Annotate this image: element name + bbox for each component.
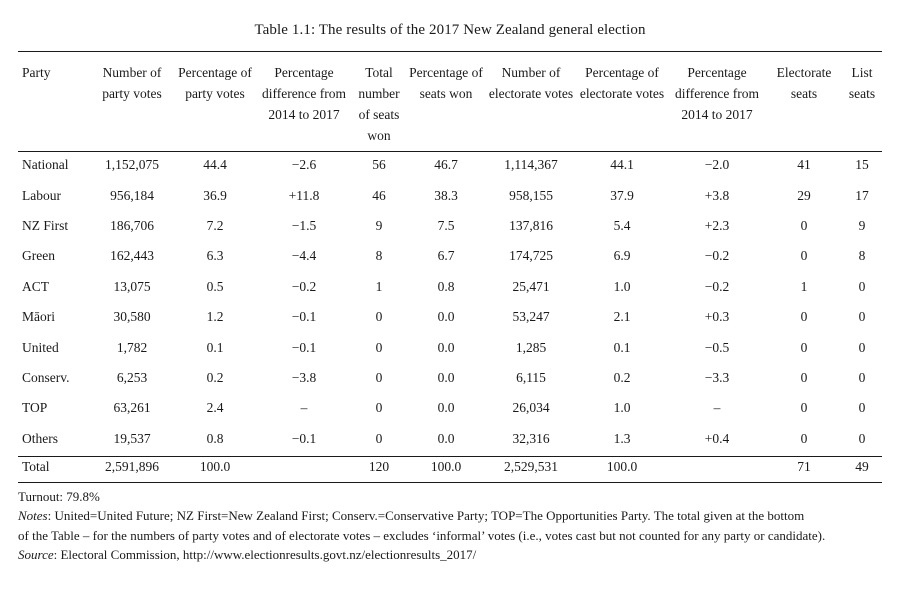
cell-pct-electorate-votes: 5.4 [613,217,631,233]
cell-pct-electorate-votes: 44.1 [610,157,634,173]
cell-electorate-seats: 0 [800,217,808,233]
cell-pct-diff-electorate: – [713,400,721,416]
table-bottom-rule [18,482,882,483]
cell-list-seats: 8 [858,248,866,264]
cell-pct-electorate-votes: 1.3 [613,430,631,446]
cell-party-votes: 956,184 [110,187,154,203]
cell-party: NZ First [22,217,69,233]
cell-party-votes: 19,537 [113,430,151,446]
cell-electorate-seats: 0 [800,339,808,355]
cell-pct-diff-party: −2.6 [291,157,317,173]
cell-pct-diff-party: −0.2 [291,278,317,294]
cell-list-seats: 17 [855,187,869,203]
cell-electorate-votes: 25,471 [512,278,550,294]
cell-total-seats: 1 [375,278,383,294]
cell-pct-seats: 0.0 [437,430,455,446]
total-cell-pct-diff-party [256,454,352,480]
column-header-electorate-seats: Electorate seats [776,65,832,101]
total-cell-list-seats: 49 [855,458,869,474]
cell-electorate-seats: 0 [800,430,808,446]
cell-pct-diff-party: −1.5 [291,217,317,233]
cell-list-seats: 0 [858,430,866,446]
column-header-list-seats: List seats [848,65,876,101]
cell-pct-diff-electorate: +3.8 [704,187,730,203]
total-cell-pct-seats: 100.0 [430,458,462,474]
cell-pct-seats: 38.3 [434,187,458,203]
cell-list-seats: 0 [858,339,866,355]
cell-pct-seats: 0.0 [437,339,455,355]
cell-party: Conserv. [22,369,70,385]
cell-electorate-seats: 0 [800,400,808,416]
cell-pct-party-votes: 1.2 [206,309,224,325]
cell-pct-electorate-votes: 37.9 [610,187,634,203]
cell-total-seats: 0 [375,400,383,416]
cell-electorate-votes: 958,155 [509,187,553,203]
source-label: Source [18,547,54,563]
cell-pct-diff-electorate: +2.3 [704,217,730,233]
table-row [18,241,882,271]
column-header-total-seats: Total number of seats won [358,65,400,143]
cell-pct-seats: 0.0 [437,369,455,385]
cell-party: Others [22,430,58,446]
cell-pct-party-votes: 7.2 [206,217,224,233]
cell-pct-diff-electorate: −0.2 [704,248,730,264]
header-row [18,52,882,146]
cell-party: National [22,157,69,173]
cell-list-seats: 0 [858,309,866,325]
cell-party: United [22,339,59,355]
total-cell-pct-electorate-votes: 100.0 [606,458,638,474]
cell-pct-party-votes: 44.4 [203,157,227,173]
column-header-pct-party-votes: Percentage of party votes [178,65,252,101]
cell-electorate-seats: 1 [800,278,808,294]
column-header-electorate-votes: Number of electorate votes [488,65,574,101]
cell-pct-party-votes: 36.9 [203,187,227,203]
cell-pct-diff-electorate: −0.2 [704,278,730,294]
notes-line-1 [18,506,888,525]
cell-total-seats: 46 [372,187,386,203]
cell-pct-electorate-votes: 1.0 [613,400,631,416]
total-cell-pct-party-votes: 100.0 [199,458,231,474]
cell-pct-party-votes: 0.8 [206,430,224,446]
cell-pct-seats: 6.7 [437,248,455,264]
cell-party: ACT [22,278,49,294]
table-row [18,393,882,423]
table-row [18,363,882,393]
total-cell-electorate-seats: 71 [797,458,811,474]
cell-total-seats: 0 [375,309,383,325]
table-row [18,302,882,332]
cell-pct-seats: 0.0 [437,400,455,416]
cell-electorate-seats: 41 [797,157,811,173]
total-cell-party-votes: 2,591,896 [105,458,159,474]
cell-electorate-seats: 0 [800,248,808,264]
cell-total-seats: 56 [372,157,386,173]
total-cell-party: Total [22,458,50,474]
notes-text-1: : United=United Future; NZ First=New Zealand First; Conserv.=Conservative Party; TOP=The Opportunities Party. The total given at the bottom [47,508,805,524]
total-cell-electorate-votes: 2,529,531 [504,458,558,474]
cell-pct-diff-party: −4.4 [291,248,317,264]
cell-list-seats: 15 [855,157,869,173]
cell-electorate-seats: 0 [800,369,808,385]
election-results-table [18,52,882,480]
cell-party-votes: 162,443 [110,248,154,264]
table-row [18,332,882,362]
column-header-party: Party [22,65,51,80]
cell-pct-diff-party: – [300,400,308,416]
cell-pct-diff-party: −0.1 [291,309,317,325]
cell-pct-diff-electorate: −3.3 [704,369,730,385]
cell-party-votes: 63,261 [113,400,151,416]
total-cell-total-seats: 120 [368,458,390,474]
cell-list-seats: 9 [858,217,866,233]
cell-pct-diff-party: +11.8 [288,187,320,203]
cell-pct-party-votes: 0.2 [206,369,224,385]
cell-party: Labour [22,187,61,203]
notes-line-2: of the Table – for the numbers of party votes and of electorate votes – excludes ‘informal’ votes (i.e., votes cast but not counted for any party or candidate). [18,527,826,543]
source-line [18,545,888,564]
cell-party-votes: 1,152,075 [105,157,159,173]
table-row [18,180,882,210]
total-cell-pct-diff-electorate [668,454,766,480]
column-header-party-votes: Number of party votes [102,65,162,101]
cell-electorate-votes: 174,725 [509,248,553,264]
cell-electorate-votes: 26,034 [512,400,550,416]
column-header-pct-diff-party: Percentage difference from 2014 to 2017 [261,65,347,122]
cell-pct-party-votes: 0.1 [206,339,224,355]
cell-pct-party-votes: 0.5 [206,278,224,294]
cell-list-seats: 0 [858,369,866,385]
cell-pct-diff-party: −0.1 [291,339,317,355]
cell-pct-electorate-votes: 0.2 [613,369,631,385]
cell-electorate-votes: 53,247 [512,309,550,325]
cell-electorate-votes: 32,316 [512,430,550,446]
cell-total-seats: 9 [375,217,383,233]
cell-total-seats: 8 [375,248,383,264]
cell-electorate-votes: 137,816 [509,217,553,233]
cell-pct-party-votes: 2.4 [206,400,224,416]
cell-pct-electorate-votes: 0.1 [613,339,631,355]
turnout-line: Turnout: 79.8% [18,489,100,504]
cell-pct-diff-electorate: +0.3 [704,309,730,325]
table-row [18,272,882,302]
cell-pct-electorate-votes: 1.0 [613,278,631,294]
cell-total-seats: 0 [375,430,383,446]
cell-party-votes: 186,706 [110,217,154,233]
cell-total-seats: 0 [375,369,383,385]
cell-party: Green [22,248,55,264]
cell-pct-diff-electorate: +0.4 [704,430,730,446]
cell-pct-seats: 0.0 [437,309,455,325]
table-body [18,146,882,454]
cell-list-seats: 0 [858,278,866,294]
cell-party-votes: 30,580 [113,309,151,325]
cell-total-seats: 0 [375,339,383,355]
cell-electorate-votes: 1,114,367 [504,157,558,173]
cell-list-seats: 0 [858,400,866,416]
table-row [18,146,882,180]
cell-party-votes: 13,075 [113,278,151,294]
cell-pct-party-votes: 6.3 [206,248,224,264]
table-row [18,424,882,454]
cell-electorate-votes: 6,115 [516,369,546,385]
cell-pct-diff-electorate: −0.5 [704,339,730,355]
cell-pct-electorate-votes: 6.9 [613,248,631,264]
source-text: : Electoral Commission, http://www.electionresults.govt.nz/electionresults_2017/ [53,547,477,563]
total-row [18,454,882,480]
notes-label: Notes [18,508,48,524]
column-header-pct-electorate-votes: Percentage of electorate votes [579,65,665,101]
cell-party-votes: 1,782 [116,339,148,355]
cell-electorate-votes: 1,285 [515,339,547,355]
column-header-pct-diff-electorate: Percentage difference from 2014 to 2017 [674,65,760,122]
table-notes [18,487,888,565]
cell-pct-seats: 7.5 [437,217,455,233]
column-header-pct-seats: Percentage of seats won [409,65,483,101]
table-caption: Table 1.1: The results of the 2017 New Zealand general election [254,22,646,38]
cell-party-votes: 6,253 [116,369,148,385]
cell-pct-electorate-votes: 2.1 [613,309,631,325]
cell-pct-seats: 0.8 [437,278,455,294]
cell-party: Māori [22,309,55,325]
cell-pct-seats: 46.7 [434,157,458,173]
cell-party: TOP [22,400,48,416]
cell-pct-diff-party: −3.8 [291,369,317,385]
table-row [18,211,882,241]
cell-electorate-seats: 0 [800,309,808,325]
cell-pct-diff-electorate: −2.0 [704,157,730,173]
cell-electorate-seats: 29 [797,187,811,203]
cell-pct-diff-party: −0.1 [291,430,317,446]
